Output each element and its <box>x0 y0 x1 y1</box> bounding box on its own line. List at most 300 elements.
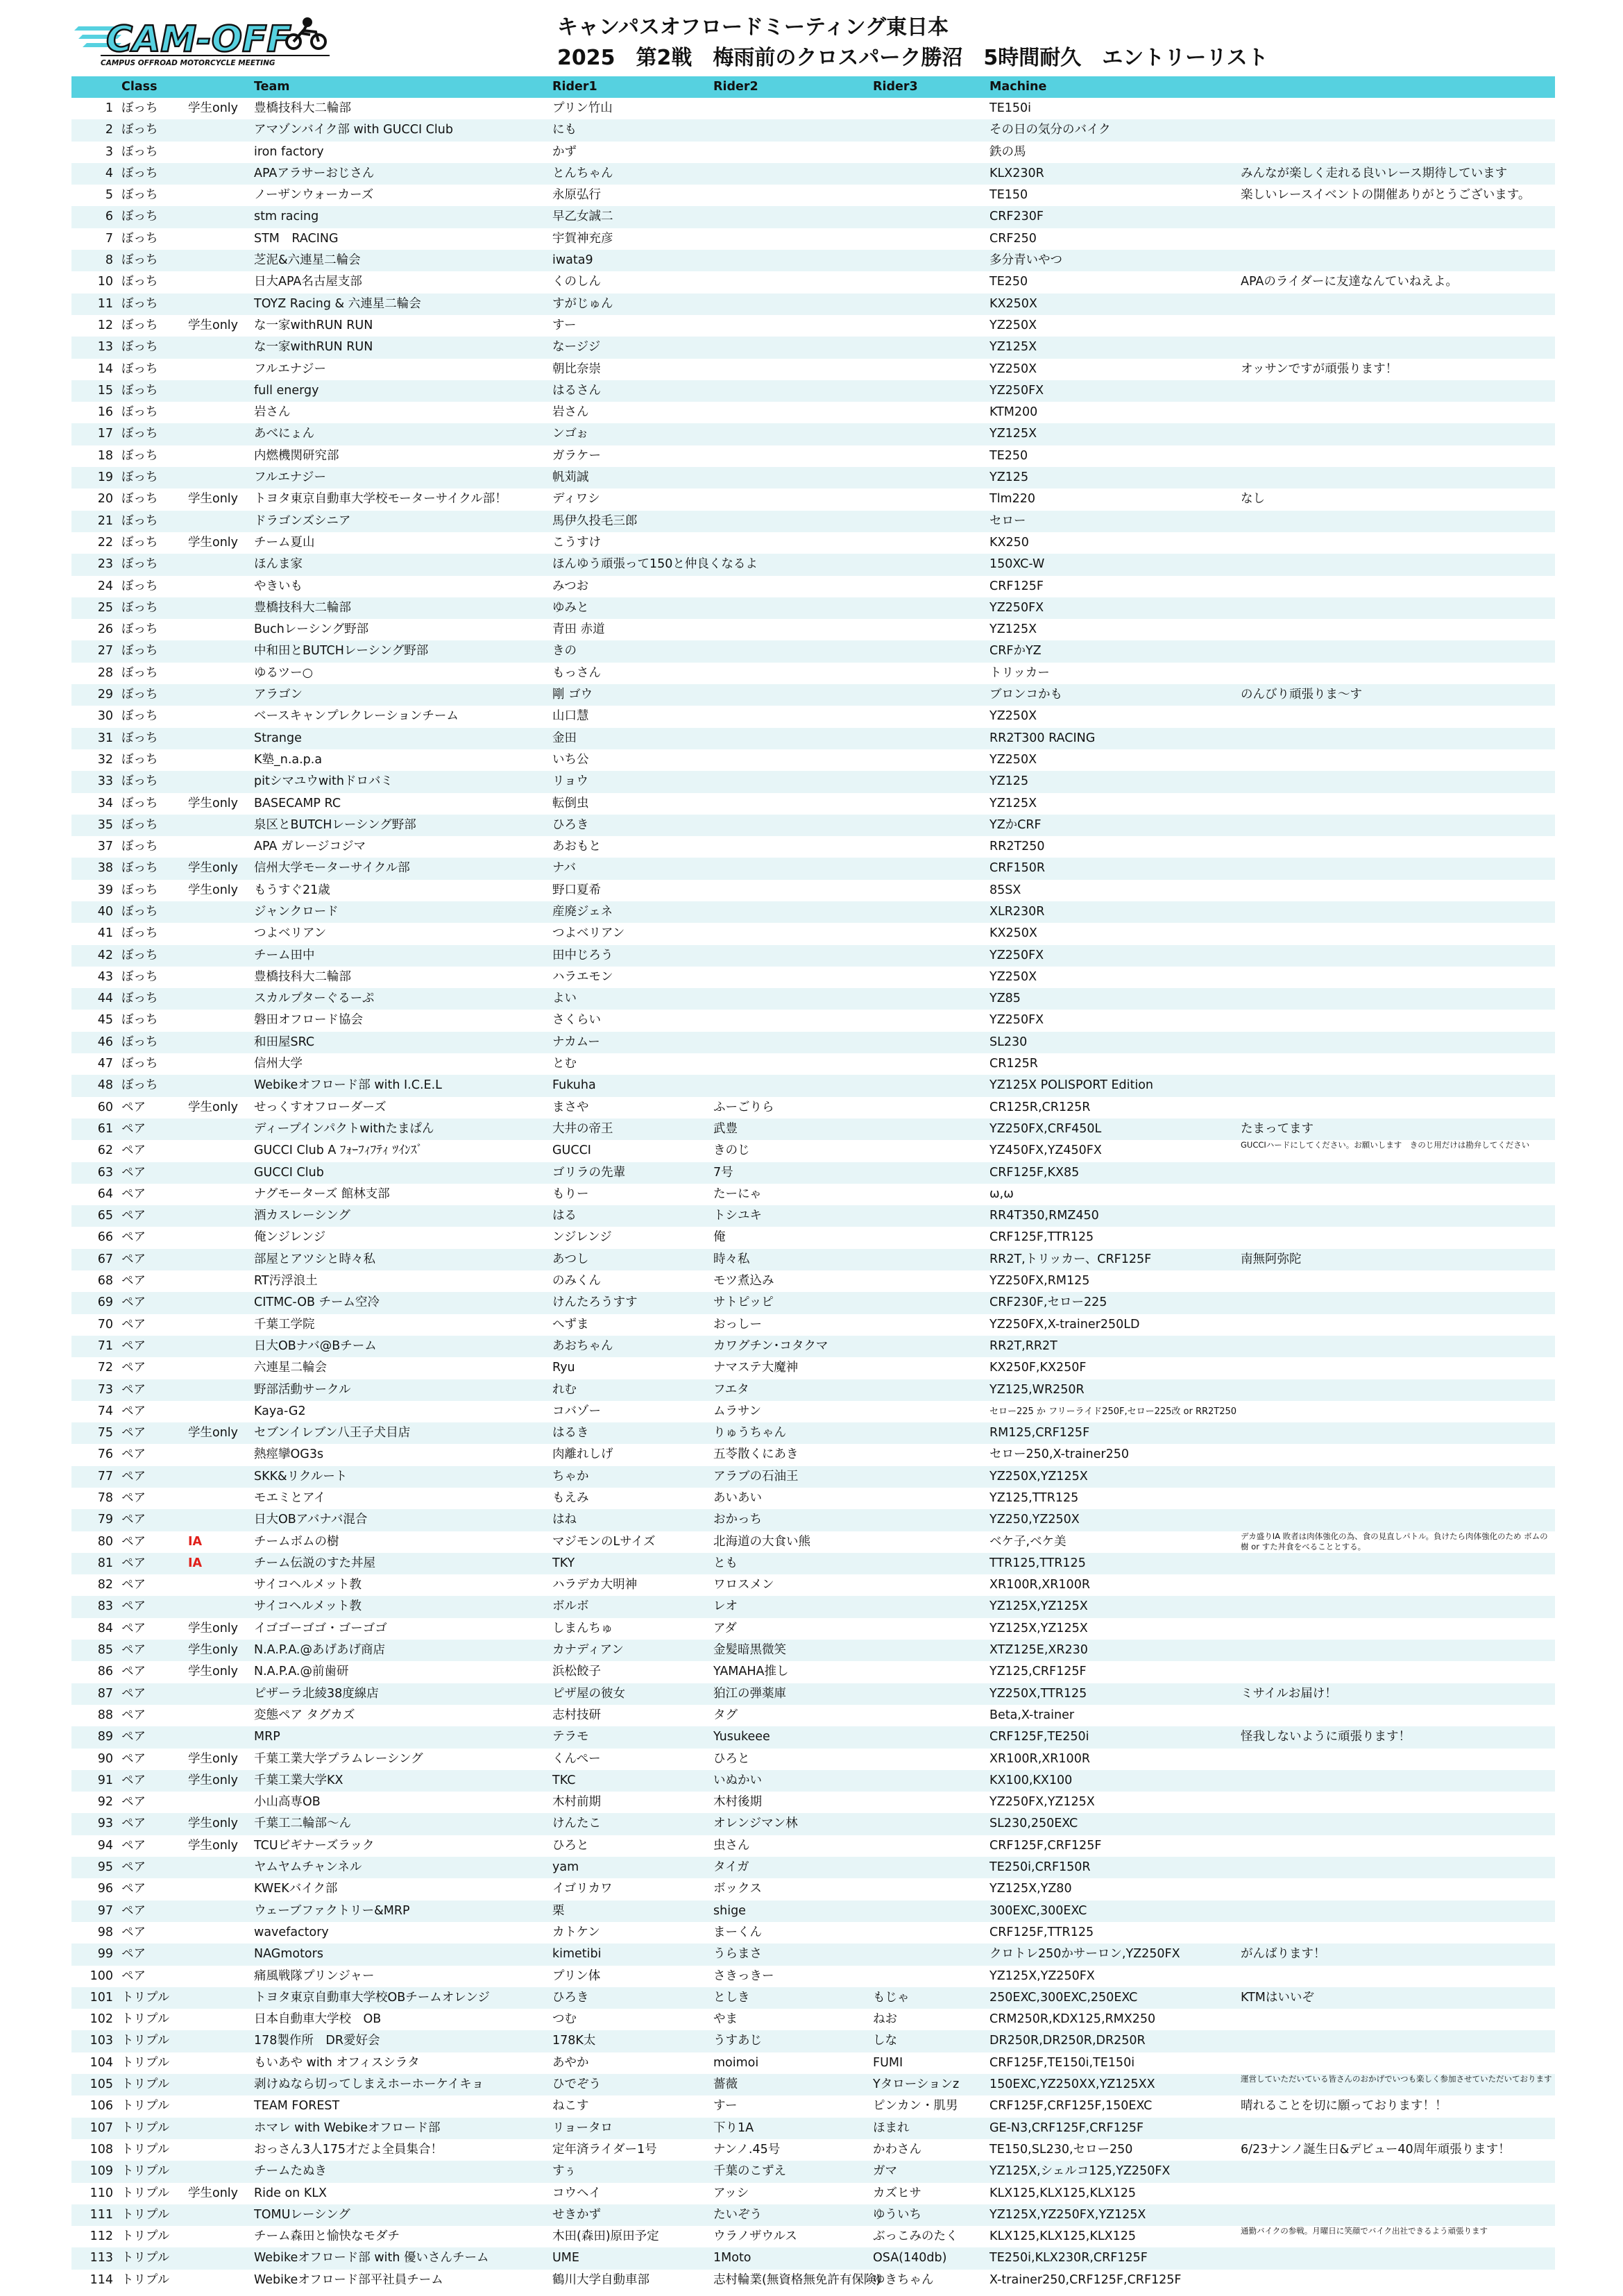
entry-machine: CR125R,CR125R <box>989 1100 1091 1114</box>
table-row <box>71 1683 1555 1705</box>
entry-rider1: こうすけ <box>552 535 601 550</box>
table-row <box>71 640 1555 662</box>
entry-comment: のんびり頑張りま～す <box>1241 688 1362 702</box>
table-row <box>71 467 1555 488</box>
entry-rider1: 木村前期 <box>552 1795 601 1810</box>
table-row <box>71 119 1555 141</box>
entry-number: 84 <box>97 1621 113 1635</box>
entry-number: 88 <box>97 1708 113 1722</box>
entry-class: ペア <box>121 1599 146 1614</box>
entry-rider1: 青田 赤道 <box>552 622 605 637</box>
entry-rider1: ひろと <box>552 1838 589 1853</box>
entry-student-flag: 学生only <box>188 1773 239 1787</box>
entry-class: ペア <box>121 1230 146 1245</box>
table-row <box>71 2095 1555 2117</box>
entry-rider2: やま <box>713 2012 738 2027</box>
entry-comment: 運営していただいている皆さんのおかげでいつも楽しく参加させていただいております <box>1241 2074 1552 2084</box>
table-row <box>71 2183 1555 2204</box>
entry-rider2: 金髪暗黒微笑 <box>713 1643 786 1658</box>
entry-rider1: Ryu <box>552 1361 575 1375</box>
entry-number: 60 <box>97 1100 113 1114</box>
entry-team: ノーザンウォーカーズ <box>254 188 374 203</box>
table-row <box>71 793 1555 815</box>
entry-machine: YZ250FX,YZ125X <box>989 1795 1095 1810</box>
entry-rider1: しまんちゅ <box>552 1621 613 1635</box>
entry-rider1: 178K太 <box>552 2034 596 2048</box>
entry-class: ペア <box>121 1165 146 1180</box>
table-row <box>71 1422 1555 1444</box>
entry-team: ウェーブファクトリー&MRP <box>254 1903 410 1918</box>
entry-machine: TE250i,KLX230R,CRF125F <box>989 2251 1148 2265</box>
entry-class: トリプル <box>121 2142 170 2157</box>
entry-number: 89 <box>97 1730 113 1744</box>
entry-comment: デカ盛りIA 敗者は肉体強化の為、食の見直しパトル。負けたら肉体強化のため ボムの樹 or すた丼食をべることとする。 <box>1241 1531 1548 1551</box>
entry-team: Webikeオフロード部 with I.C.E.L <box>254 1078 442 1093</box>
entry-class: トリプル <box>121 2012 170 2027</box>
entry-rider2: アッシ <box>713 2186 749 2200</box>
entry-machine: YZ125X,YZ125X <box>989 1621 1088 1635</box>
table-row <box>71 1987 1555 2009</box>
entry-machine: YZ125X <box>989 427 1037 441</box>
table-row <box>71 1162 1555 1184</box>
entry-number: 77 <box>97 1469 113 1483</box>
entry-team: TOMUレーシング <box>254 2207 350 2222</box>
entry-rider1: 金田 <box>552 731 577 745</box>
entry-team: BASECAMP RC <box>254 796 341 810</box>
entry-rider2: ナマステ大魔神 <box>713 1361 799 1375</box>
entry-class: ペア <box>121 1100 146 1114</box>
entry-number: 81 <box>97 1556 113 1570</box>
entry-rider1: もっさん <box>552 665 601 680</box>
entry-rider1: 栗 <box>552 1903 565 1918</box>
entry-team: TOYZ Racing & 六連星二輪会 <box>254 296 421 311</box>
entry-rider1: すぅ <box>552 2164 577 2179</box>
table-row <box>71 2226 1555 2247</box>
entry-machine: TE250 <box>989 448 1028 463</box>
entry-rider2: 狛江の弾薬庫 <box>713 1686 786 1701</box>
entry-machine: CRF125F,TTR125 <box>989 1925 1094 1939</box>
header-class: Class <box>121 80 158 94</box>
table-row <box>71 619 1555 640</box>
table-row <box>71 554 1555 575</box>
entry-rider1: ねこす <box>552 2099 589 2114</box>
entry-machine: KX250X <box>989 296 1037 311</box>
entry-team: 千葉工二輪部～ん <box>254 1817 351 1831</box>
entry-rider1: 鶴川大学自動車部 <box>552 2272 649 2287</box>
entry-class: ペア <box>121 1382 146 1397</box>
entry-machine: YZ250X <box>989 362 1037 376</box>
table-row <box>71 445 1555 467</box>
entry-class: トリプル <box>121 2099 170 2114</box>
entry-class: ペア <box>121 1643 146 1658</box>
table-row <box>71 1705 1555 1726</box>
entry-rider1: GUCCI <box>552 1143 591 1158</box>
entry-team: 千葉工業大学プラムレーシング <box>254 1751 423 1766</box>
table-row <box>71 511 1555 532</box>
entry-number: 44 <box>97 992 113 1006</box>
table-row <box>71 1661 1555 1683</box>
entry-rider2: ふーごりら <box>713 1100 774 1114</box>
entry-team: iron factory <box>254 144 324 159</box>
entry-machine: KX250F,KX250F <box>989 1361 1087 1375</box>
table-row <box>71 1140 1555 1162</box>
entry-class: ぼっち <box>121 840 158 854</box>
entry-number: 71 <box>97 1338 113 1353</box>
entry-team: 部屋とアツシと時々私 <box>254 1252 375 1266</box>
entry-class: ぼっち <box>121 557 158 572</box>
entry-class: トリプル <box>121 2164 170 2179</box>
entry-machine: YZ125X,YZ80 <box>989 1882 1072 1896</box>
entry-number: 95 <box>97 1860 113 1875</box>
entry-team: チーム田中 <box>254 948 315 962</box>
table-row <box>71 706 1555 727</box>
entry-number: 110 <box>90 2186 113 2200</box>
entry-student-flag: 学生only <box>188 883 239 897</box>
entry-team: やきいも <box>254 579 303 593</box>
entry-team: STM RACING <box>254 231 339 246</box>
entry-class: ぼっち <box>121 1078 158 1093</box>
entry-number: 79 <box>97 1513 113 1527</box>
entry-comment: 6/23ナンノ誕生日&デビュー40周年頑張ります！ <box>1241 2142 1511 2157</box>
entry-class: ぼっち <box>121 362 158 376</box>
entry-rider2: フエタ <box>713 1382 749 1397</box>
entry-class: ぼっち <box>121 992 158 1006</box>
entry-rider1: 定年済ライダー1号 <box>552 2142 657 2157</box>
table-row <box>71 1097 1555 1119</box>
entry-number: 2 <box>105 123 113 137</box>
entry-rider1: 永原弘行 <box>552 188 601 203</box>
table-row <box>71 1336 1555 1357</box>
entry-rider1: iwata9 <box>552 253 593 268</box>
entry-class: ペア <box>121 1317 146 1332</box>
entry-team: チーム夏山 <box>254 535 315 550</box>
entry-machine: YZ125X,YZ250FX <box>989 1968 1095 1983</box>
table-row <box>71 1292 1555 1313</box>
entry-machine: YZ250FX <box>989 1013 1044 1028</box>
entry-class: ぼっち <box>121 644 158 658</box>
table-row <box>71 1509 1555 1531</box>
entry-rider1: れむ <box>552 1382 577 1397</box>
table-row <box>71 684 1555 706</box>
entry-machine: KX250 <box>989 535 1029 550</box>
entry-class: ぼっち <box>121 817 158 832</box>
entry-rider1: みつお <box>552 579 589 593</box>
entry-team: セブンイレブン八王子犬目店 <box>254 1426 411 1440</box>
entry-team: フルエナジー <box>254 470 326 485</box>
entry-machine: 85SX <box>989 883 1021 897</box>
entry-student-flag: 学生only <box>188 1643 239 1658</box>
table-row <box>71 1618 1555 1640</box>
table-row <box>71 1010 1555 1031</box>
entry-rider2: りゅうちゃん <box>713 1426 786 1440</box>
entry-rider1: あやか <box>552 2055 589 2070</box>
entry-machine: YZ125X <box>989 796 1037 810</box>
entry-number: 41 <box>97 926 113 941</box>
entry-machine: SL230,250EXC <box>989 1817 1078 1831</box>
entry-number: 46 <box>97 1035 113 1049</box>
entry-number: 20 <box>97 492 113 507</box>
entry-class: ぼっち <box>121 405 158 420</box>
entry-rider2: ワロスメン <box>713 1578 774 1592</box>
entry-class: ペア <box>121 1795 146 1810</box>
entry-class: ぼっち <box>121 188 158 203</box>
entry-class: ぼっち <box>121 275 158 289</box>
entry-rider2: Yusukeee <box>713 1730 770 1744</box>
entry-class: ぼっち <box>121 144 158 159</box>
entry-team: 六連星二輪会 <box>254 1361 327 1375</box>
table-row <box>71 488 1555 510</box>
entry-rider1: 剛 ゴウ <box>552 688 593 702</box>
entry-class: ぼっち <box>121 383 158 398</box>
entry-team: Webikeオフロード部平社員チーム <box>254 2272 443 2287</box>
entry-team: ゆるツー○ <box>254 665 313 680</box>
entry-number: 108 <box>90 2142 113 2157</box>
entry-number: 62 <box>97 1143 113 1158</box>
entry-number: 96 <box>97 1882 113 1896</box>
table-row <box>71 1878 1555 1900</box>
entry-machine: XTZ125E,XR230 <box>989 1643 1088 1658</box>
entry-machine: YZ250X,TTR125 <box>989 1686 1087 1701</box>
entry-class: トリプル <box>121 1990 170 2005</box>
entry-machine: YZ250X <box>989 318 1037 332</box>
table-row <box>71 576 1555 597</box>
entry-rider1: Fukuha <box>552 1078 596 1093</box>
entry-class: ぼっち <box>121 231 158 246</box>
entry-number: 45 <box>97 1013 113 1028</box>
entry-rider1: あおちゃん <box>552 1338 613 1353</box>
entry-rider2: ひろと <box>713 1751 750 1766</box>
entry-team: 岩さん <box>254 405 291 420</box>
entry-number: 83 <box>97 1599 113 1614</box>
entry-comment: たまってます <box>1241 1121 1314 1136</box>
entry-number: 100 <box>90 1968 113 1983</box>
entry-rider1: 岩さん <box>552 405 589 420</box>
entry-team: な一家withRUN RUN <box>254 318 373 332</box>
entry-comment: なし <box>1241 492 1265 507</box>
entry-rider1: ンジレンジ <box>552 1230 612 1245</box>
entry-number: 14 <box>97 362 113 376</box>
table-row <box>71 2118 1555 2139</box>
entry-class: ぼっち <box>121 904 158 919</box>
entry-machine: ブロンコかも <box>989 688 1062 702</box>
entry-team: おっさん3人175才だよ全員集合！ <box>254 2142 443 2157</box>
entry-rider2: ナンノ.45号 <box>713 2142 781 2157</box>
entry-number: 23 <box>97 557 113 572</box>
entry-team: サイコヘルメット教 <box>254 1599 362 1614</box>
entry-machine: 250EXC,300EXC,250EXC <box>989 1990 1138 2005</box>
entry-class: ぼっち <box>121 123 158 137</box>
entry-rider3: ゆういち <box>873 2207 921 2222</box>
entry-team: ほんま家 <box>254 557 303 572</box>
entry-number: 16 <box>97 405 113 420</box>
entry-number: 26 <box>97 622 113 637</box>
entry-number: 61 <box>97 1121 113 1136</box>
entry-class: ぼっち <box>121 796 158 810</box>
table-row <box>71 1835 1555 1857</box>
table-row <box>71 1553 1555 1574</box>
entry-number: 63 <box>97 1165 113 1180</box>
entry-machine: ベケ子,ベケ美 <box>989 1534 1067 1549</box>
entry-team: KWEKバイク部 <box>254 1882 338 1896</box>
entry-rider1: よい <box>552 992 577 1006</box>
table-row <box>71 423 1555 445</box>
entry-class: ペア <box>121 1252 146 1266</box>
entry-number: 93 <box>97 1817 113 1831</box>
entry-machine: XR100R,XR100R <box>989 1578 1090 1592</box>
entry-machine: クロトレ250かサーロン,YZ250FX <box>989 1947 1180 1962</box>
table-row <box>71 1596 1555 1617</box>
entry-rider3: ねお <box>873 2012 897 2027</box>
entry-machine: セロー <box>989 513 1026 528</box>
entry-rider1: あおもと <box>552 840 601 854</box>
entry-rider1: すー <box>552 318 577 332</box>
table-row <box>71 880 1555 901</box>
entry-team: APA ガレージコジマ <box>254 840 366 854</box>
entry-rider1: TKY <box>552 1556 575 1570</box>
entry-number: 5 <box>105 188 113 203</box>
entry-machine: CRM250R,KDX125,RMX250 <box>989 2012 1156 2027</box>
entry-team: GUCCI Club <box>254 1165 324 1180</box>
entry-team: NAGmotors <box>254 1947 323 1962</box>
entry-rider2: ボックス <box>713 1882 762 1896</box>
entry-rider1: kimetibi <box>552 1947 602 1962</box>
entry-rider1: すがじゅん <box>552 296 613 311</box>
entry-team: Webikeオフロード部 with 優いさんチーム <box>254 2251 489 2265</box>
entry-machine: YZ85 <box>989 992 1021 1006</box>
entry-rider2: 下り1A <box>713 2120 754 2135</box>
entry-rider1: ボルボ <box>552 1599 589 1614</box>
entry-class: ぼっち <box>121 166 158 180</box>
entry-rider3: しな <box>873 2034 897 2048</box>
entry-team: 小山高専OB <box>254 1795 321 1810</box>
entry-team: MRP <box>254 1730 280 1744</box>
entry-class: ペア <box>121 1665 146 1679</box>
table-row <box>71 1119 1555 1140</box>
entry-machine: YZ250X <box>989 709 1037 724</box>
entry-machine: CRF125F <box>989 579 1044 593</box>
entry-rider2: タグ <box>713 1708 738 1722</box>
entry-team: ドラゴンズシニア <box>254 513 351 528</box>
entry-team: イゴゴーゴゴ・ゴーゴゴ <box>254 1621 387 1635</box>
entry-number: 70 <box>97 1317 113 1332</box>
entry-rider1: 帆苅誠 <box>552 470 589 485</box>
entry-team: 剥けぬなら切ってしまえホーホーケイキョ <box>254 2077 484 2092</box>
entry-rider1: はる <box>552 1209 577 1223</box>
entry-rider2: shige <box>713 1903 746 1918</box>
entry-class: ペア <box>121 1274 146 1289</box>
entry-machine: CRF125F,TTR125 <box>989 1230 1094 1245</box>
entry-rider1: ゴリラの先輩 <box>552 1165 625 1180</box>
entry-machine: CRF125F,CRF125F,150EXC <box>989 2099 1153 2114</box>
entry-rider3: カズヒサ <box>873 2186 921 2200</box>
table-row <box>71 1249 1555 1270</box>
entry-number: 3 <box>105 144 113 159</box>
entry-comment: みんなが楽しく走れる良いレース期待しています <box>1241 166 1508 180</box>
entry-team: チームたぬき <box>254 2164 327 2179</box>
table-row <box>71 1032 1555 1053</box>
entry-comment: ミサイルお届け！ <box>1241 1686 1337 1701</box>
entry-rider1: カナディアン <box>552 1643 624 1658</box>
entry-machine: YZ450FX,YZ450FX <box>989 1143 1102 1158</box>
entry-class: ぼっち <box>121 470 158 485</box>
entry-student-flag: 学生only <box>188 2186 239 2200</box>
entry-team: フルエナジー <box>254 362 326 376</box>
entry-rider1: TKC <box>552 1773 576 1787</box>
table-row <box>71 2204 1555 2226</box>
entry-class: ぼっち <box>121 1013 158 1028</box>
entry-team: スカルプターぐるーぷ <box>254 992 375 1006</box>
entry-machine: YZ125,TTR125 <box>989 1491 1079 1505</box>
entry-machine: YZ125X,シェルコ125,YZ250FX <box>989 2164 1171 2179</box>
entry-rider1: 木田(森田)原田予定 <box>552 2229 659 2244</box>
entry-comment: KTMはいいぞ <box>1241 1990 1314 2005</box>
entry-class: ぼっち <box>121 492 158 507</box>
entry-number: 94 <box>97 1838 113 1853</box>
entry-machine: KLX125,KLX125,KLX125 <box>989 2186 1136 2200</box>
entry-team: ホマレ with Webikeオフロード部 <box>254 2120 441 2135</box>
entry-team: APAアラサーおじさん <box>254 166 375 180</box>
entry-class: ぼっち <box>121 752 158 767</box>
entry-team: せっくすオフローダーズ <box>254 1100 386 1114</box>
entry-team: 豊橋技科大二輪部 <box>254 969 351 984</box>
entry-number: 12 <box>97 318 113 332</box>
entry-class: ペア <box>121 1578 146 1592</box>
entry-machine: DR250R,DR250R,DR250R <box>989 2034 1146 2048</box>
entry-rider1: ひろき <box>552 817 589 832</box>
table-row <box>71 967 1555 988</box>
entry-number: 85 <box>97 1643 113 1658</box>
entry-machine: KTM200 <box>989 405 1038 420</box>
entry-class: ペア <box>121 1534 146 1549</box>
entry-team: あべにょん <box>254 427 315 441</box>
table-row <box>71 1401 1555 1422</box>
entry-rider2: 時々私 <box>713 1252 750 1266</box>
entry-machine: ω,ω <box>989 1187 1014 1201</box>
entry-student-flag: 学生only <box>188 1621 239 1635</box>
entry-machine: 多分青いやつ <box>989 253 1062 268</box>
entry-number: 8 <box>105 253 113 268</box>
motorcycle-icon <box>287 19 325 49</box>
entry-number: 73 <box>97 1382 113 1397</box>
entry-rider2: 虫さん <box>713 1838 750 1853</box>
entry-rider1: マジモンのLサイズ <box>552 1534 656 1549</box>
entry-rider1: カトケン <box>552 1925 600 1939</box>
entry-class: ペア <box>121 1469 146 1483</box>
entry-class: ペア <box>121 1187 146 1201</box>
entry-class: ペア <box>121 1426 146 1440</box>
entry-number: 35 <box>97 817 113 832</box>
entry-machine: TE250 <box>989 275 1028 289</box>
entry-rider1: プリン竹山 <box>552 101 613 115</box>
table-header-row <box>71 76 1555 98</box>
entry-number: 69 <box>97 1295 113 1310</box>
entry-rider1: かず <box>552 144 577 159</box>
entry-team: 日大OBアバナバ混合 <box>254 1513 368 1527</box>
entry-number: 68 <box>97 1274 113 1289</box>
entry-rider2: 北海道の大食い熊 <box>713 1534 810 1549</box>
entry-class: ペア <box>121 1295 146 1310</box>
table-row <box>71 1792 1555 1813</box>
entry-machine: RM125,CRF125F <box>989 1426 1090 1440</box>
table-row <box>71 1813 1555 1835</box>
table-row <box>71 1531 1555 1553</box>
entry-rider1: 転倒虫 <box>552 796 589 810</box>
entry-machine: CRF230F,セロー225 <box>989 1295 1107 1310</box>
entry-rider1: ナカムー <box>552 1035 600 1049</box>
entry-rider1: ンゴぉ <box>552 427 588 441</box>
entry-number: 42 <box>97 948 113 962</box>
entry-class: ペア <box>121 1838 146 1853</box>
